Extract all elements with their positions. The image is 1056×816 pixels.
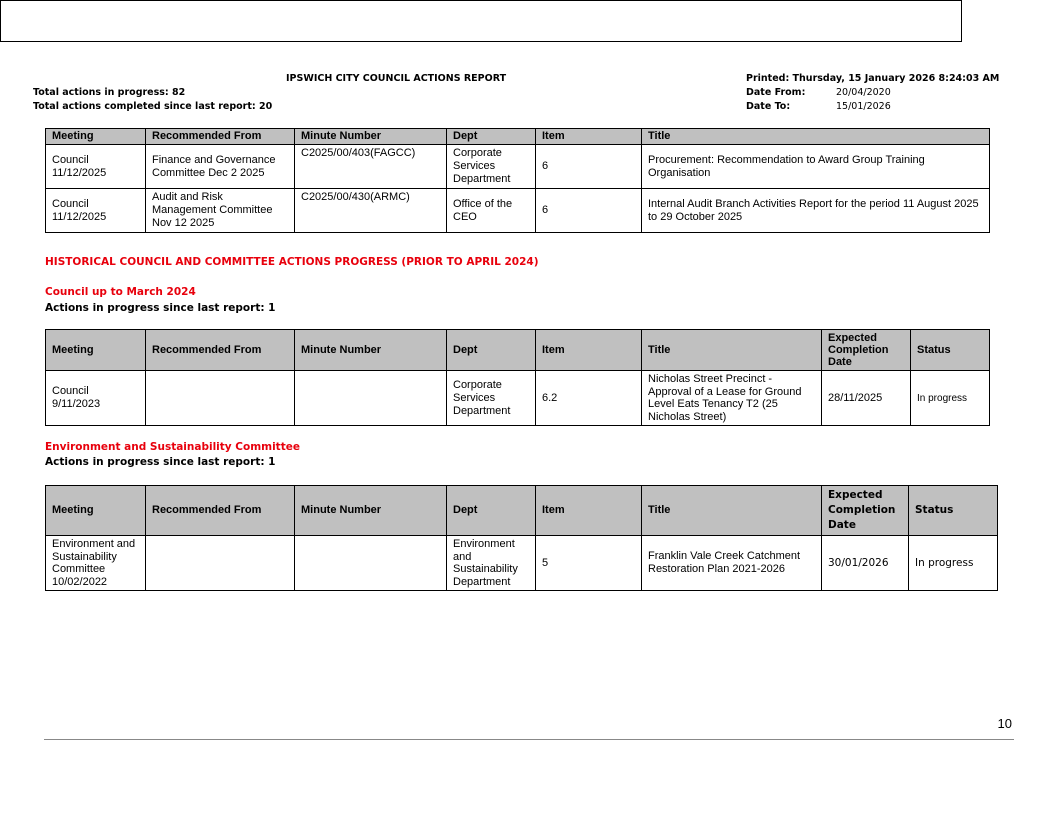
total-actions-in-progress: Total actions in progress: 82 xyxy=(33,87,186,98)
table-header-row xyxy=(46,330,990,371)
page-number: 10 xyxy=(997,716,1012,731)
cell-meeting: Council 9/11/2023 xyxy=(46,371,146,426)
col-header-title: Title xyxy=(642,486,822,536)
council-section-subheading: Actions in progress since last report: 1 xyxy=(45,302,276,314)
col-header-item: Item xyxy=(536,486,642,536)
col-header-meeting: Meeting xyxy=(46,486,146,536)
col-header-recommended-from: Recommended From xyxy=(146,129,295,145)
date-to-value: 15/01/2026 xyxy=(836,101,891,112)
col-header-item: Item xyxy=(536,330,642,371)
cell-status: In progress xyxy=(911,371,990,426)
cell-dept: Office of the CEO xyxy=(447,189,536,233)
report-title: IPSWICH CITY COUNCIL ACTIONS REPORT xyxy=(286,73,507,84)
cell-dept: Environment and Sustainability Department xyxy=(447,536,536,591)
council-section-heading: Council up to March 2024 xyxy=(45,286,196,298)
cell-item: 6 xyxy=(536,145,642,189)
report-header-box xyxy=(0,0,962,42)
table-header-row xyxy=(46,129,990,145)
cell-meeting: Council 11/12/2025 xyxy=(46,145,146,189)
cell-recommended-from: Audit and Risk Management Committee Nov 12 2025 xyxy=(146,189,295,233)
table-row xyxy=(46,536,998,591)
col-header-title: Title xyxy=(642,129,990,145)
cell-title: Franklin Vale Creek Catchment Restoration Plan 2021-2026 xyxy=(642,536,822,591)
env-section-heading: Environment and Sustainability Committee xyxy=(45,441,300,453)
cell-minute-number: C2025/00/430(ARMC) xyxy=(295,189,447,233)
env-section-subheading: Actions in progress since last report: 1 xyxy=(45,456,276,468)
col-header-meeting: Meeting xyxy=(46,129,146,145)
cell-expected-completion-date: 28/11/2025 xyxy=(822,371,911,426)
cell-title: Procurement: Recommendation to Award Group Training Organisation xyxy=(642,145,990,189)
council-actions-table xyxy=(45,329,990,426)
col-header-expected-completion-date: Expected Completion Date xyxy=(822,330,911,371)
cell-expected-completion-date: 30/01/2026 xyxy=(822,536,909,591)
current-actions-table xyxy=(45,128,990,233)
col-header-status: Status xyxy=(911,330,990,371)
cell-title: Internal Audit Branch Activities Report for the period 11 August 2025 to 29 October 2025 xyxy=(642,189,990,233)
cell-dept: Corporate Services Department xyxy=(447,145,536,189)
cell-title: Nicholas Street Precinct - Approval of a Lease for Ground Level Eats Tenancy T2 (25 Nicholas Street) xyxy=(642,371,822,426)
col-header-minute-number: Minute Number xyxy=(295,129,447,145)
cell-recommended-from xyxy=(146,371,295,426)
cell-item: 5 xyxy=(536,536,642,591)
col-header-recommended-from: Recommended From xyxy=(146,486,295,536)
col-header-status: Status xyxy=(909,486,998,536)
col-header-item: Item xyxy=(536,129,642,145)
date-to-label: Date To: xyxy=(746,101,791,112)
cell-item: 6.2 xyxy=(536,371,642,426)
cell-dept: Corporate Services Department xyxy=(447,371,536,426)
cell-minute-number xyxy=(295,536,447,591)
historical-heading: HISTORICAL COUNCIL AND COMMITTEE ACTIONS PROGRESS (PRIOR TO APRIL 2024) xyxy=(45,256,539,268)
cell-meeting: Council 11/12/2025 xyxy=(46,189,146,233)
cell-recommended-from xyxy=(146,536,295,591)
footer-divider xyxy=(44,739,1014,740)
table-row xyxy=(46,371,990,426)
cell-minute-number: C2025/00/403(FAGCC) xyxy=(295,145,447,189)
cell-item: 6 xyxy=(536,189,642,233)
col-header-minute-number: Minute Number xyxy=(295,330,447,371)
col-header-meeting: Meeting xyxy=(46,330,146,371)
col-header-recommended-from: Recommended From xyxy=(146,330,295,371)
col-header-minute-number: Minute Number xyxy=(295,486,447,536)
col-header-expected-completion-date: Expected Completion Date xyxy=(822,486,909,536)
cell-meeting: Environment and Sustainability Committee 10/02/2022 xyxy=(46,536,146,591)
table-row xyxy=(46,189,990,233)
table-header-row xyxy=(46,486,998,536)
date-from-label: Date From: xyxy=(746,87,806,98)
col-header-dept: Dept xyxy=(447,129,536,145)
cell-status: In progress xyxy=(909,536,998,591)
date-from-value: 20/04/2020 xyxy=(836,87,891,98)
total-actions-completed: Total actions completed since last report: 20 xyxy=(33,101,273,112)
col-header-dept: Dept xyxy=(447,486,536,536)
table-row xyxy=(46,145,990,189)
cell-minute-number xyxy=(295,371,447,426)
printed-timestamp: Printed: Thursday, 15 January 2026 8:24:03 AM xyxy=(746,73,1000,84)
col-header-title: Title xyxy=(642,330,822,371)
col-header-dept: Dept xyxy=(447,330,536,371)
env-actions-table xyxy=(45,485,998,591)
cell-recommended-from: Finance and Governance Committee Dec 2 2025 xyxy=(146,145,295,189)
